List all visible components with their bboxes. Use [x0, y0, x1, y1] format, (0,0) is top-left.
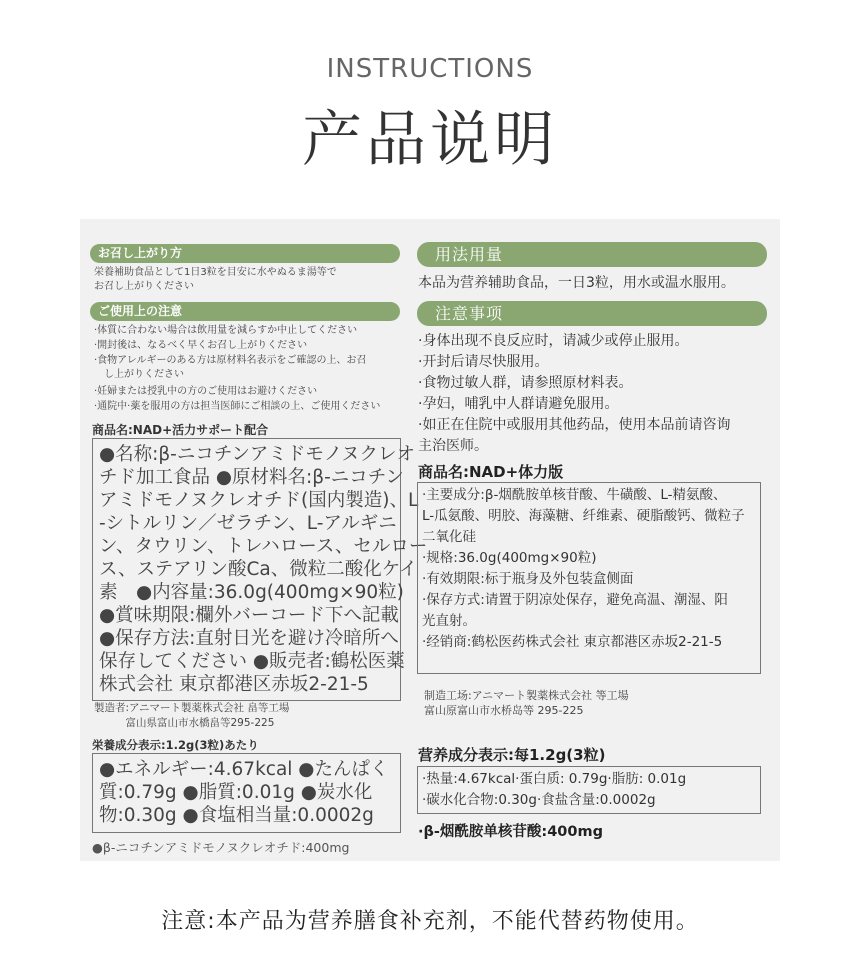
- cn-caution-line-5: ·如正在住院中或服用其他药品，使用本品前请咨询: [418, 417, 731, 433]
- title-english: INSTRUCTIONS: [326, 54, 534, 84]
- jp-usage-line-1: 栄養補助食品として1日3粒を目安に水やぬるま湯等で: [94, 267, 337, 278]
- jp-product-box: [92, 438, 428, 701]
- cn-product-box: [417, 482, 761, 674]
- cn-product-line: 光直射。: [422, 613, 476, 629]
- jp-footnote: ●β-ニコチンアミドモノヌクレオチド:400mg: [92, 840, 350, 855]
- jp-nutrition-line: ●エネルギー:4.67kcal ●たんぱく: [99, 759, 389, 780]
- jp-maker-line-1: 製造者:アニマート製薬株式会社 畠等工場: [94, 702, 290, 714]
- jp-usage-heading: お召し上がり方: [90, 244, 400, 263]
- jp-caution-line-1: ·体質に合わない場合は飲用量を減らすか中止してください: [94, 325, 358, 336]
- jp-usage-line-2: お召し上がりください: [94, 281, 194, 292]
- cn-caution-line-2: ·开封后请尽快服用。: [418, 354, 549, 370]
- cn-caution-line-3: ·食物过敏人群，请参照原材料表。: [418, 375, 633, 391]
- cn-product-line: ·保存方式:请置于阴凉处保存，避免高温、潮湿、阳: [422, 592, 728, 608]
- jp-product-line: ●保存方法:直射日光を避け冷暗所へ: [99, 628, 399, 649]
- jp-caution-line-5: ·妊婦または授乳中の方のご使用はお避けください: [94, 386, 318, 397]
- jp-maker-line-2: 富山県富山市水橋畠等295-225: [94, 717, 275, 729]
- jp-caution-line-4: し上がりください: [94, 369, 184, 380]
- title-chinese: 产品说明: [302, 105, 558, 175]
- cn-usage-text: 本品为营养辅助食品，一日3粒，用水或温水服用。: [418, 275, 735, 291]
- cn-maker-line-1: 制造工场:アニマート製薬株式会社 等工場: [424, 689, 629, 702]
- jp-product-line: ●賞味期限:欄外バーコード下へ記載: [99, 605, 399, 626]
- jp-product-line: アミドモノヌクレオチド(国内製造)、L: [99, 490, 419, 511]
- cn-product-line: ·经销商:鹤松医药株式会社 東京都港区赤坂2-21-5: [422, 634, 723, 650]
- cn-nutrition-line: ·碳水化合物:0.30g·食盐含量:0.0002g: [422, 792, 656, 808]
- jp-caution-line-2: ·開封後は、なるべく早くお召し上がりください: [94, 340, 308, 351]
- cn-product-line: 二氧化硅: [422, 529, 476, 545]
- jp-product-line: ●名称:β-ニコチンアミドモノヌクレオ: [99, 444, 415, 465]
- jp-product-line: 素 ●内容量:36.0g(400mg×90粒): [99, 582, 404, 603]
- jp-caution-line-3: ·食物アレルギーのある方は原材料名表示をご確認の上、お召: [94, 355, 367, 366]
- jp-product-line: 保存してください ●販売者:鶴松医薬: [99, 651, 405, 672]
- jp-product-line: -シトルリン／ゼラチン、L-アルギニ: [99, 513, 397, 534]
- jp-nutrition-line: 物:0.30g ●食塩相当量:0.0002g: [99, 805, 374, 826]
- cn-product-line: ·主要成分:β-烟酰胺单核苷酸、牛磺酸、L-精氨酸、: [422, 487, 727, 503]
- cn-caution-line-6: 主治医师。: [418, 438, 488, 454]
- cn-product-line: ·有效期限:标于瓶身及外包装盒侧面: [422, 571, 634, 587]
- jp-product-line: ン、タウリン、トレハロース、セルロー: [99, 536, 428, 557]
- cn-product-name: 商品名:NAD+体力版: [418, 463, 564, 481]
- jp-product-line: ス、ステアリン酸Ca、微粒二酸化ケイ: [99, 559, 418, 580]
- cn-caution-line-1: ·身体出现不良反应时，请减少或停止服用。: [418, 333, 689, 349]
- cn-nutrition-line: ·热量:4.67kcal·蛋白质: 0.79g·脂肪: 0.01g: [422, 771, 687, 787]
- cn-nutrition-box: [417, 766, 761, 814]
- cn-product-line: ·规格:36.0g(400mg×90粒): [422, 550, 597, 566]
- cn-footnote: ·β-烟酰胺单核苷酸:400mg: [418, 824, 603, 840]
- jp-nutrition-heading: 栄養成分表示:1.2g(3粒)あたり: [92, 738, 259, 752]
- cn-caution-heading: 注意事项: [417, 301, 767, 326]
- cn-usage-heading: 用法用量: [417, 242, 767, 267]
- jp-nutrition-box: [92, 753, 401, 833]
- jp-product-line: 株式会社 東京都港区赤坂2-21-5: [99, 674, 369, 695]
- jp-product-name: 商品名:NAD+活力サポート配合: [92, 423, 269, 437]
- jp-caution-heading: ご使用上の注意: [90, 302, 400, 321]
- cn-product-line: L-瓜氨酸、明胶、海藻糖、纤维素、硬脂酸钙、微粒子: [422, 508, 745, 524]
- jp-product-line: チド加工食品 ●原材料名:β-ニコチン: [99, 467, 404, 488]
- cn-caution-line-4: ·孕妇，哺乳中人群请避免服用。: [418, 396, 619, 412]
- cn-maker-line-2: 富山原富山市水桥岛等 295-225: [424, 704, 584, 717]
- cn-nutrition-heading: 营养成分表示:每1.2g(3粒): [418, 746, 606, 764]
- footer-disclaimer: 注意:本产品为营养膳食补充剂，不能代替药物使用。: [161, 909, 699, 934]
- jp-caution-line-6: ·通院中·薬を服用の方は担当医師にご相談の上、ご使用ください: [94, 401, 381, 412]
- jp-nutrition-line: 質:0.79g ●脂質:0.01g ●炭水化: [99, 782, 373, 803]
